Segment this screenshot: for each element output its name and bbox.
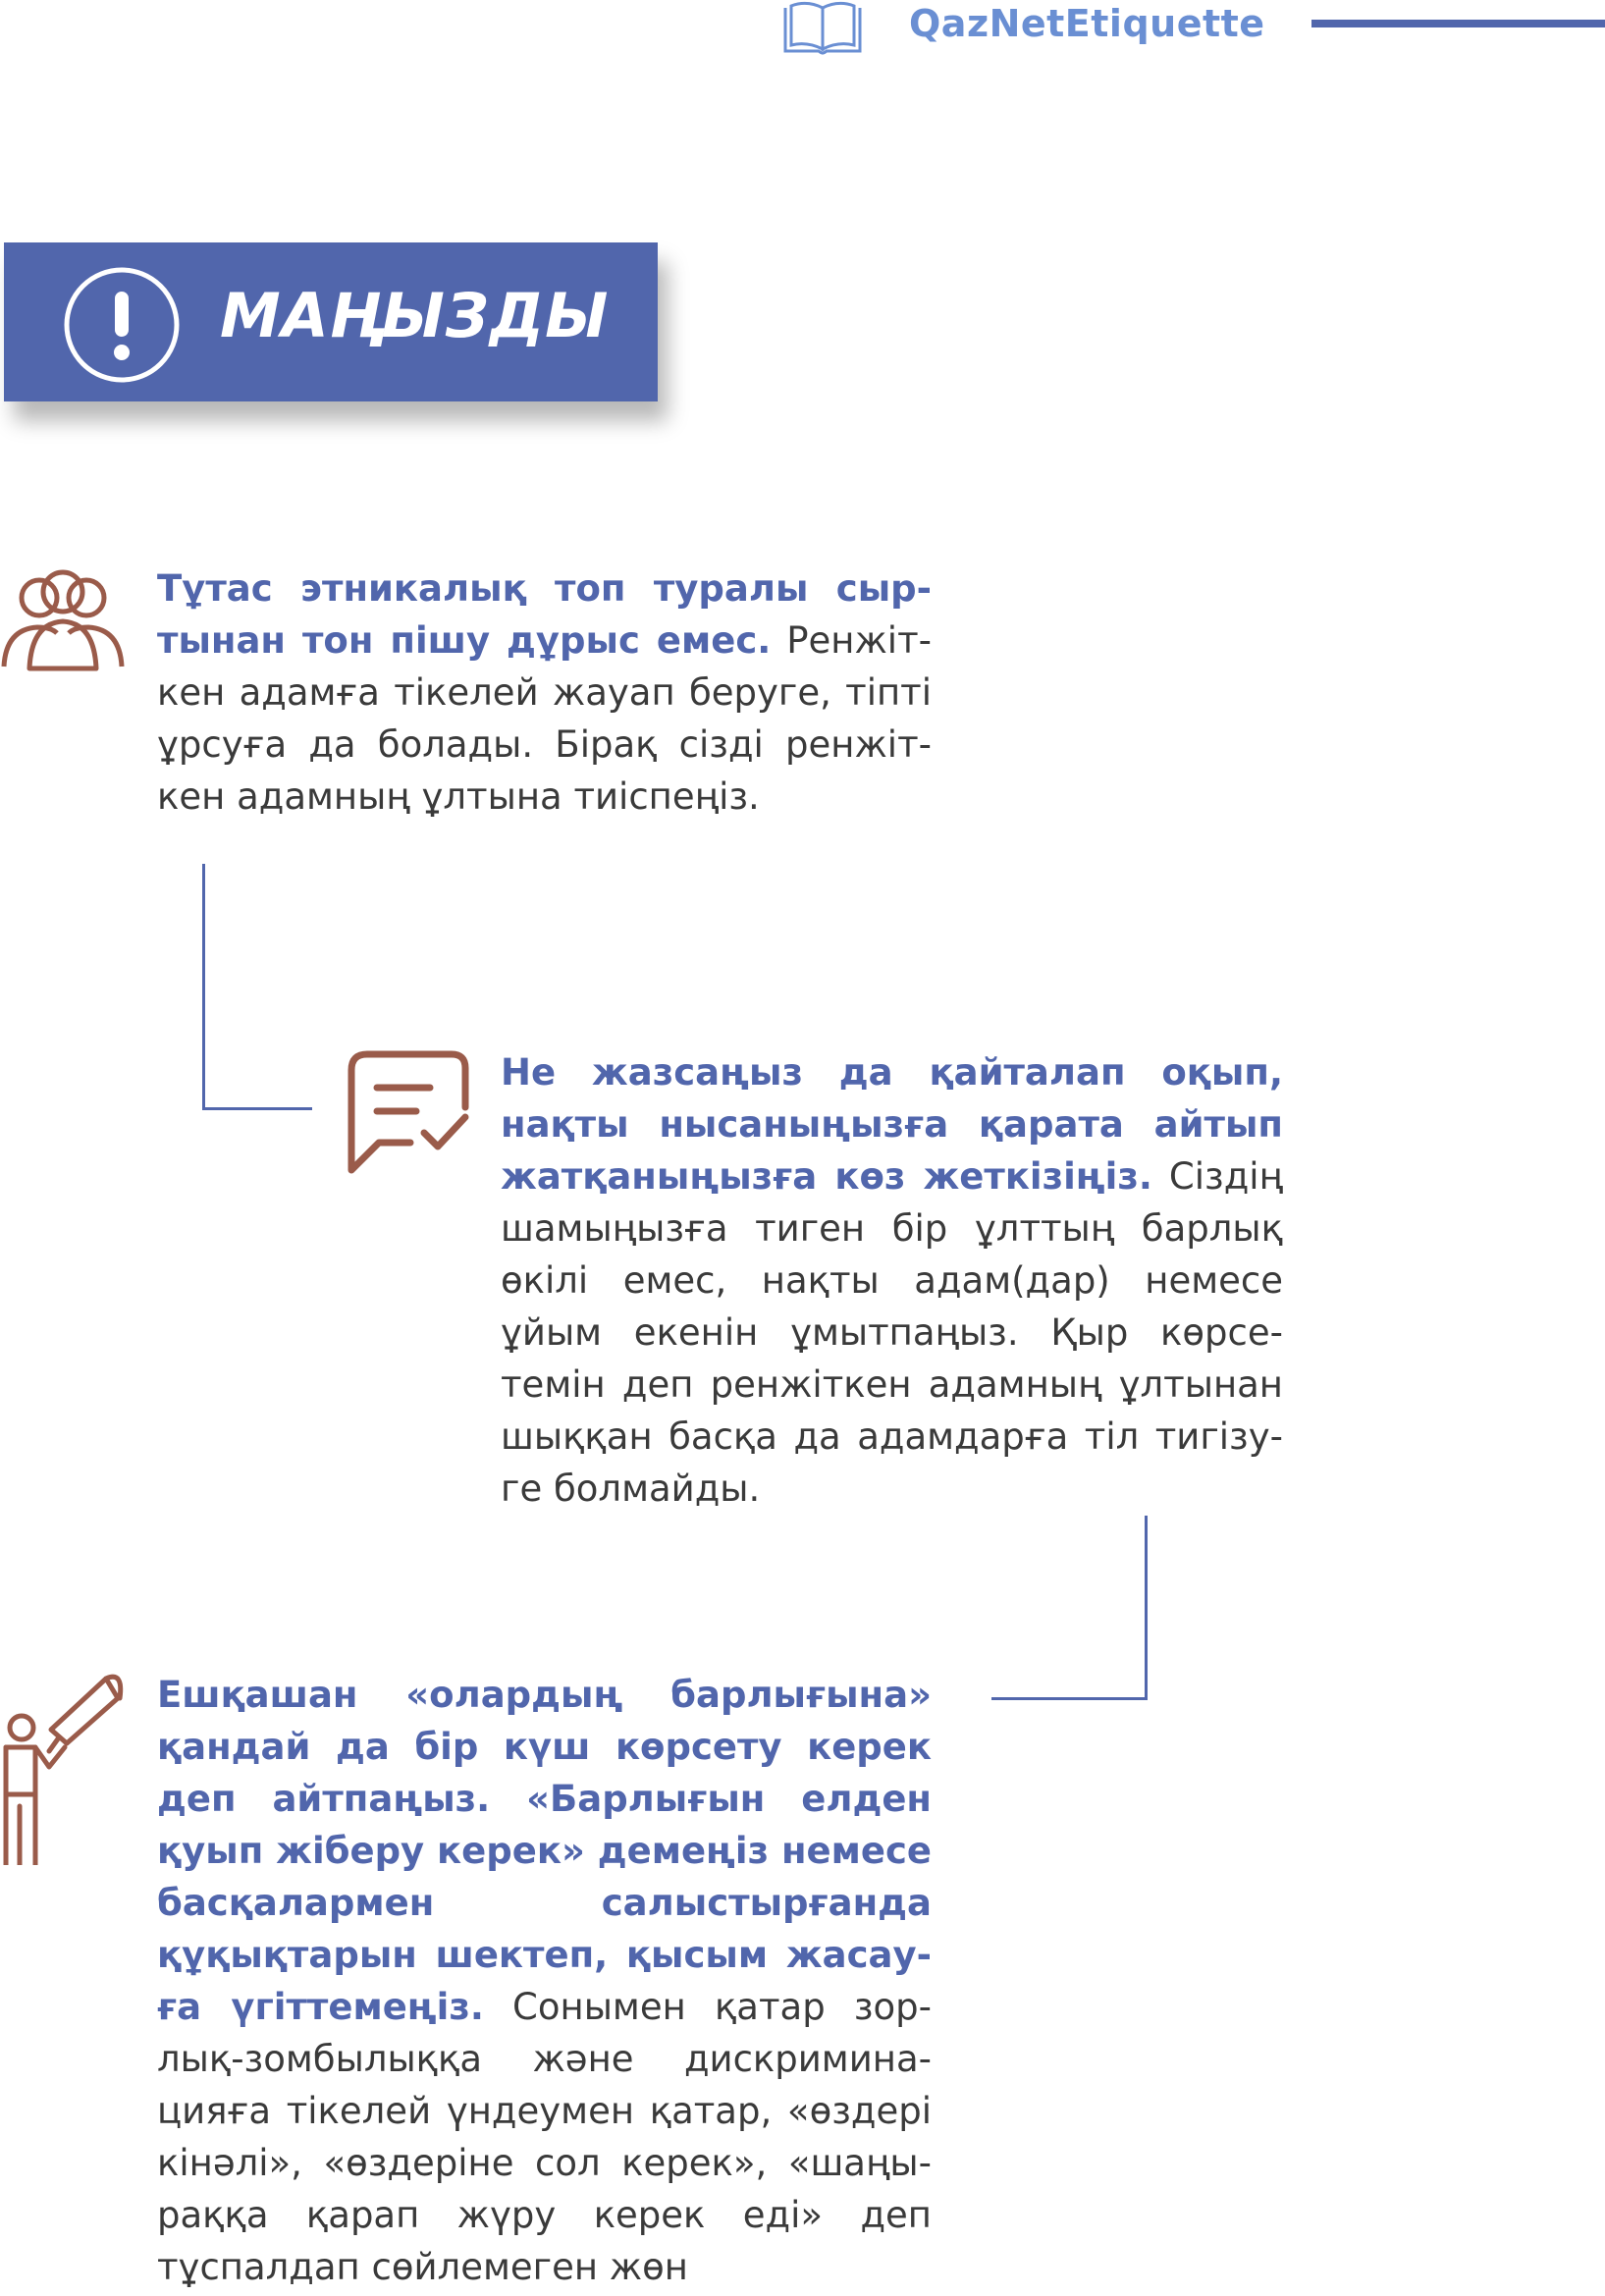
connector-line <box>202 1107 312 1110</box>
important-banner <box>4 242 658 401</box>
open-book-icon <box>781 0 864 57</box>
brand-title: QazNetEtiquette <box>909 2 1265 45</box>
section-1-text <box>157 562 932 823</box>
banner-title: МАҢЫЗДЫ <box>220 280 610 351</box>
section-3-lead: Ешқашан «олардың барлығына» қандай да бір күш көрсету керек деп айтпаңыз. «Барлығын елден қуып жіберу керек» демеңіз немесе басқалармен салыстырғанда құқықтарын шектеп, қысым жасауға үгіттемеңіз. <box>157 1674 933 2028</box>
chat-check-icon <box>342 1048 471 1176</box>
connector-line <box>1145 1516 1148 1700</box>
section-1-body: Ренжіткен адамға тікелей жауап беруге, тіпті ұрсуға да болады. Бірақ сізді ренжіткен адамның ұлтына тиіспеңіз. <box>157 619 932 818</box>
person-megaphone-icon <box>0 1669 126 1865</box>
people-group-icon <box>0 564 126 674</box>
section-2-lead: Не жазсаңыз да қайталап оқып, нақты нысаныңызға қарата айтып жатқаныңызға көз жеткізіңіз. <box>501 1051 1283 1198</box>
exclamation-circle-icon <box>61 264 183 386</box>
section-2-text <box>501 1046 1283 1515</box>
header-divider <box>1311 20 1605 27</box>
section-2-body: Сіздің шамыңызға тиген бір ұлттың барлық өкілі емес, нақты адам(дар) немесе ұйым екенін ұмытпаңыз. Қыр көрсетемін деп ренжіткен адамның ұлтынан шыққан басқа да адамдарға тіл тигізуге болмайды. <box>501 1155 1283 1510</box>
connector-line <box>202 864 205 1109</box>
section-3-body: Сонымен қатар зорлық-зомбылыққа және дискриминацияға тікелей үндеумен қатар, «өздері кінәлі», «өздеріне сол керек», «шаңыраққа қарап жүру керек еді» деп тұспалдап сөйлемеген жөн <box>157 1986 932 2288</box>
connector-line <box>991 1697 1148 1700</box>
section-1-lead: Тұтас этникалық топ туралы сыртынан тон пішу дұрыс емес. <box>157 567 932 662</box>
section-3-text <box>157 1669 932 2293</box>
